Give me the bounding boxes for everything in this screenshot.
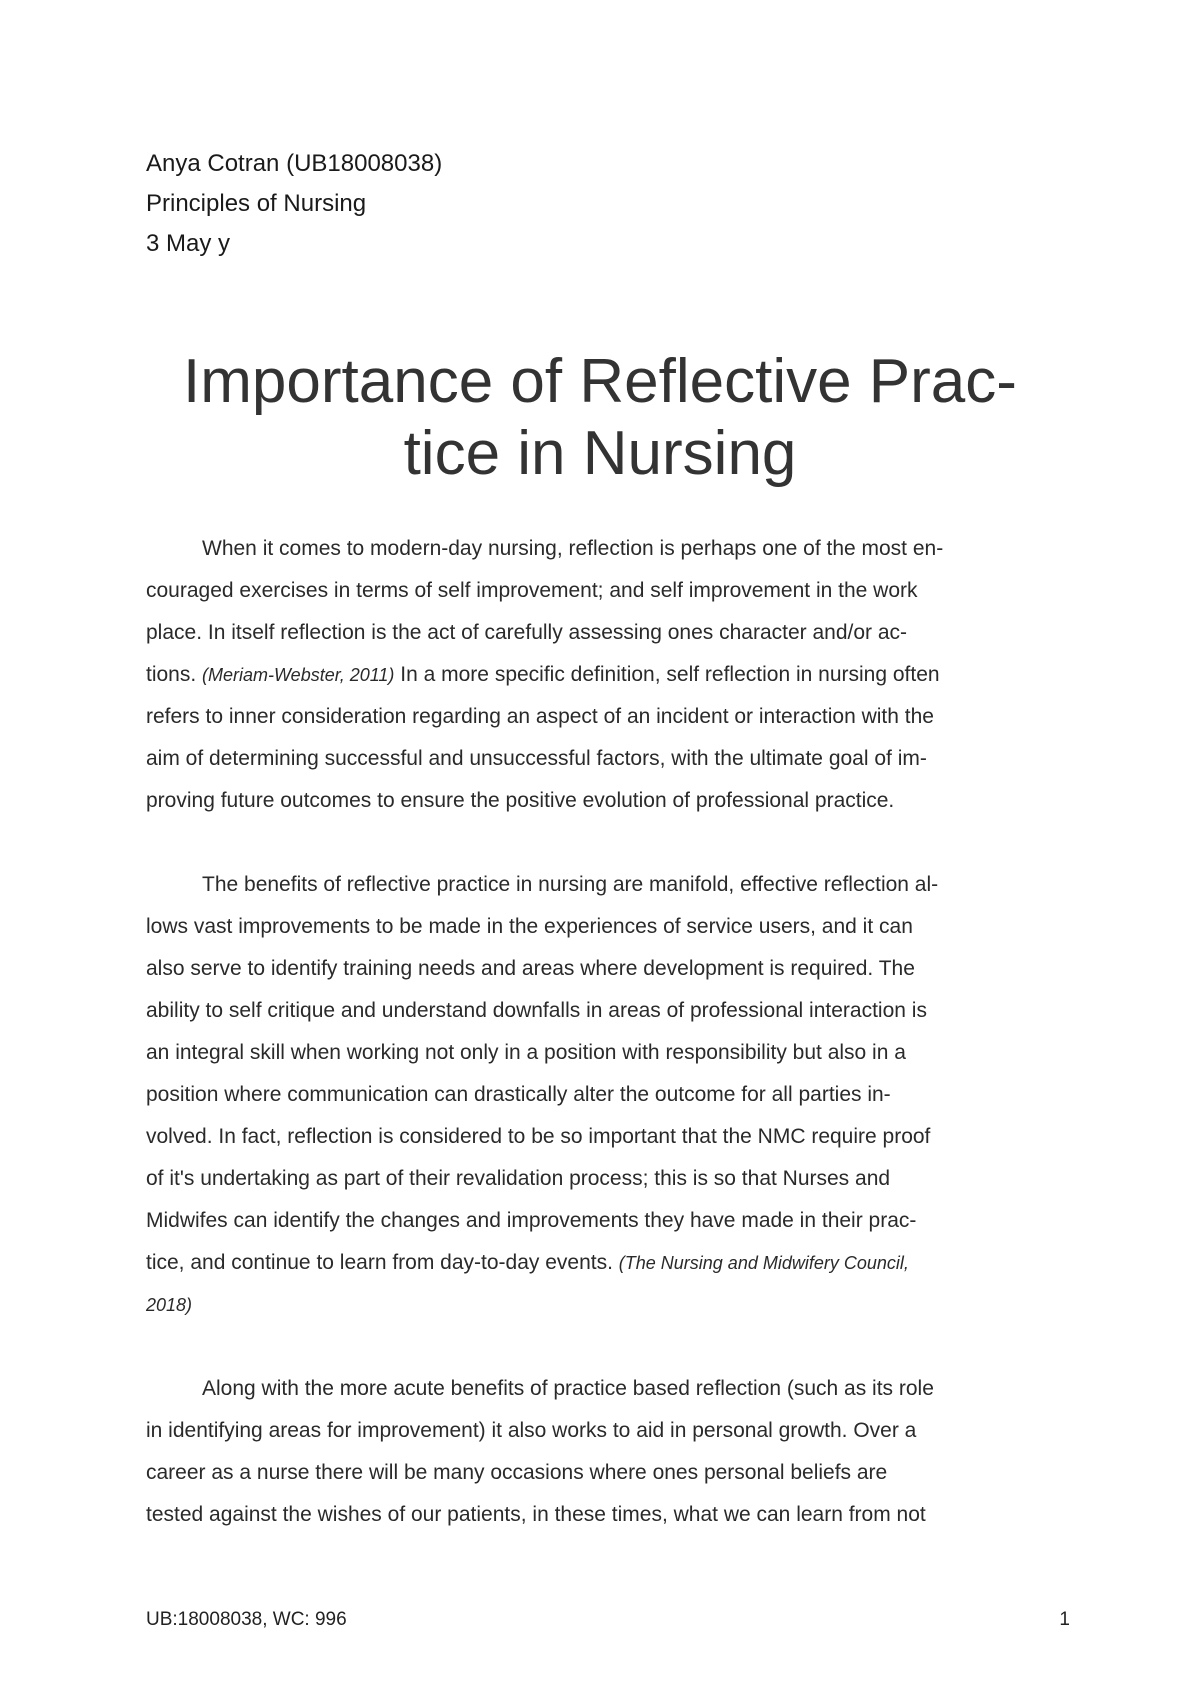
text-fragment: In a more specific definition, self reflection in nursing often	[394, 663, 940, 686]
date-line: 3 May y	[146, 230, 231, 257]
text-line: refers to inner consideration regarding an aspect of an incident or interaction with the	[146, 705, 934, 728]
document-body	[146, 528, 1066, 1578]
text-line: lows vast improvements to be made in the experiences of service users, and it can	[146, 915, 913, 938]
paragraph-1	[146, 528, 1066, 822]
title-line-2: tice in Nursing	[403, 419, 797, 488]
text-line	[146, 1242, 1066, 1284]
document-header	[146, 144, 1046, 264]
course-line: Principles of Nursing	[146, 190, 367, 217]
footer-info: UB:18008038, WC: 996	[146, 1609, 347, 1630]
page-number: 1	[1059, 1609, 1070, 1630]
text-line: also serve to identify training needs and areas where development is required. The	[146, 957, 915, 980]
author-line: Anya Cotran (UB18008038)	[146, 150, 443, 177]
text-line: Along with the more acute benefits of practice based reflection (such as its role	[202, 1377, 934, 1400]
text-line: position where communication can drastically alter the outcome for all parties in-	[146, 1083, 891, 1106]
text-fragment: tice, and continue to learn from day-to-day events.	[146, 1251, 619, 1274]
text-line: proving future outcomes to ensure the positive evolution of professional practice.	[146, 789, 895, 812]
text-line: aim of determining successful and unsuccessful factors, with the ultimate goal of im-	[146, 747, 927, 770]
text-line	[146, 654, 1066, 696]
document-title	[140, 346, 1060, 490]
text-line: place. In itself reflection is the act of carefully assessing ones character and/or ac-	[146, 621, 908, 644]
title-line-1: Importance of Reflective Prac-	[183, 347, 1017, 416]
text-line: ability to self critique and understand downfalls in areas of professional interaction is	[146, 999, 927, 1022]
text-line: an integral skill when working not only in a position with responsibility but also in a	[146, 1041, 906, 1064]
citation: (Meriam-Webster, 2011)	[202, 665, 395, 685]
text-line: volved. In fact, reflection is considered to be so important that the NMC require proof	[146, 1125, 931, 1148]
text-line: in identifying areas for improvement) it also works to aid in personal growth. Over a	[146, 1419, 917, 1442]
citation-continued: 2018)	[146, 1295, 193, 1315]
text-fragment: tions.	[146, 663, 203, 686]
text-line: career as a nurse there will be many occasions where ones personal beliefs are	[146, 1461, 888, 1484]
text-line: Midwifes can identify the changes and improvements they have made in their prac-	[146, 1209, 917, 1232]
text-line: of it's undertaking as part of their revalidation process; this is so that Nurses and	[146, 1167, 891, 1190]
paragraph-2	[146, 864, 1066, 1326]
text-line: couraged exercises in terms of self improvement; and self improvement in the work	[146, 579, 918, 602]
citation: (The Nursing and Midwifery Council,	[618, 1253, 909, 1273]
text-line: When it comes to modern-day nursing, reflection is perhaps one of the most en-	[202, 537, 944, 560]
paragraph-3	[146, 1368, 1066, 1536]
text-line: tested against the wishes of our patients, in these times, what we can learn from not	[146, 1503, 926, 1526]
text-line: The benefits of reflective practice in nursing are manifold, effective reflection al-	[202, 873, 939, 896]
